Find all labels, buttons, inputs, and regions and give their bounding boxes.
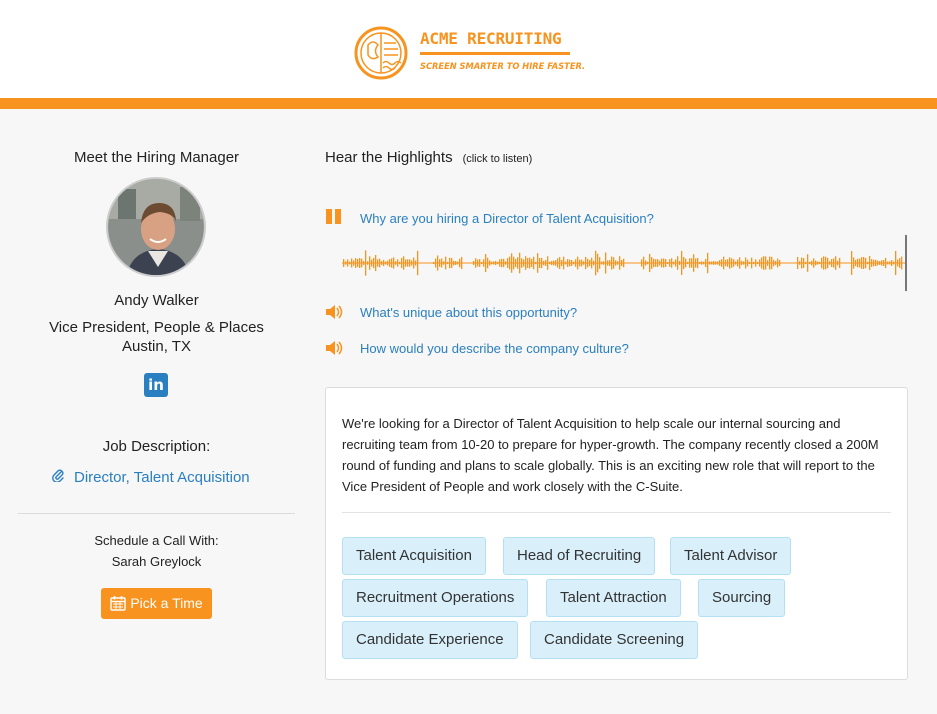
brand-tagline: SCREEN SMARTER TO HIRE FASTER. [420, 62, 586, 72]
pause-icon[interactable] [325, 209, 345, 227]
audio-waveform[interactable] [340, 235, 910, 291]
skill-tag[interactable]: Sourcing [698, 579, 785, 617]
pick-a-time-label[interactable]: Pick a Time [130, 595, 203, 611]
brand-rule [420, 52, 570, 55]
brand-name: ACME RECRUITING [420, 29, 562, 48]
avatar [106, 177, 206, 277]
question-link-1[interactable]: Why are you hiring a Director of Talent Acquisition? [360, 211, 654, 226]
header [0, 0, 937, 98]
highlights-subtitle: (click to listen) [462, 153, 533, 165]
job-description-link-text[interactable]: Director, Talent Acquisition [74, 469, 250, 486]
highlights-title: Hear the Highlights [325, 149, 453, 166]
left-divider [18, 513, 295, 514]
skill-tag[interactable]: Candidate Screening [530, 621, 698, 659]
manager-title: Vice President, People & Places [49, 319, 264, 336]
calendar-icon [110, 595, 126, 611]
skill-tag[interactable]: Talent Attraction [546, 579, 681, 617]
question-link-3[interactable]: How would you describe the company culture? [360, 341, 629, 356]
manager-location: Austin, TX [122, 338, 191, 355]
question-link-2[interactable]: What's unique about this opportunity? [360, 305, 578, 320]
speaker-icon[interactable] [325, 303, 345, 321]
schedule-name: Sarah Greylock [111, 554, 202, 569]
job-summary-text: We're looking for a Director of Talent Acquisition to help scale our internal sourcing and recruiting team from 10-20 to prepare for hyper-growth. The company recently closed a 200M round of funding and plans to scale globally. This is an exciting new role that will report to the Vice President of People and work closely with the C-Suite. [342, 416, 879, 494]
meet-heading: Meet the Hiring Manager [73, 149, 240, 166]
card-divider [342, 512, 891, 513]
linkedin-icon[interactable]: in [144, 373, 168, 397]
paperclip-icon [52, 468, 64, 485]
skill-tag[interactable]: Talent Acquisition [342, 537, 486, 575]
skill-tag[interactable]: Recruitment Operations [342, 579, 528, 617]
skill-tag[interactable]: Candidate Experience [342, 621, 518, 659]
speaker-icon[interactable] [325, 339, 345, 357]
schedule-label: Schedule a Call With: [94, 533, 219, 548]
manager-name: Andy Walker [114, 292, 199, 309]
job-description-label: Job Description: [102, 438, 211, 455]
pick-a-time-button[interactable] [101, 588, 212, 619]
skill-tag[interactable]: Head of Recruiting [503, 537, 655, 575]
accent-bar [0, 98, 937, 109]
logo-emblem-icon [354, 25, 410, 81]
logo[interactable] [354, 25, 586, 81]
highlights-heading [325, 149, 532, 166]
job-description-link[interactable] [52, 468, 250, 486]
job-summary-card [325, 387, 908, 680]
skill-tag[interactable]: Talent Advisor [670, 537, 791, 575]
